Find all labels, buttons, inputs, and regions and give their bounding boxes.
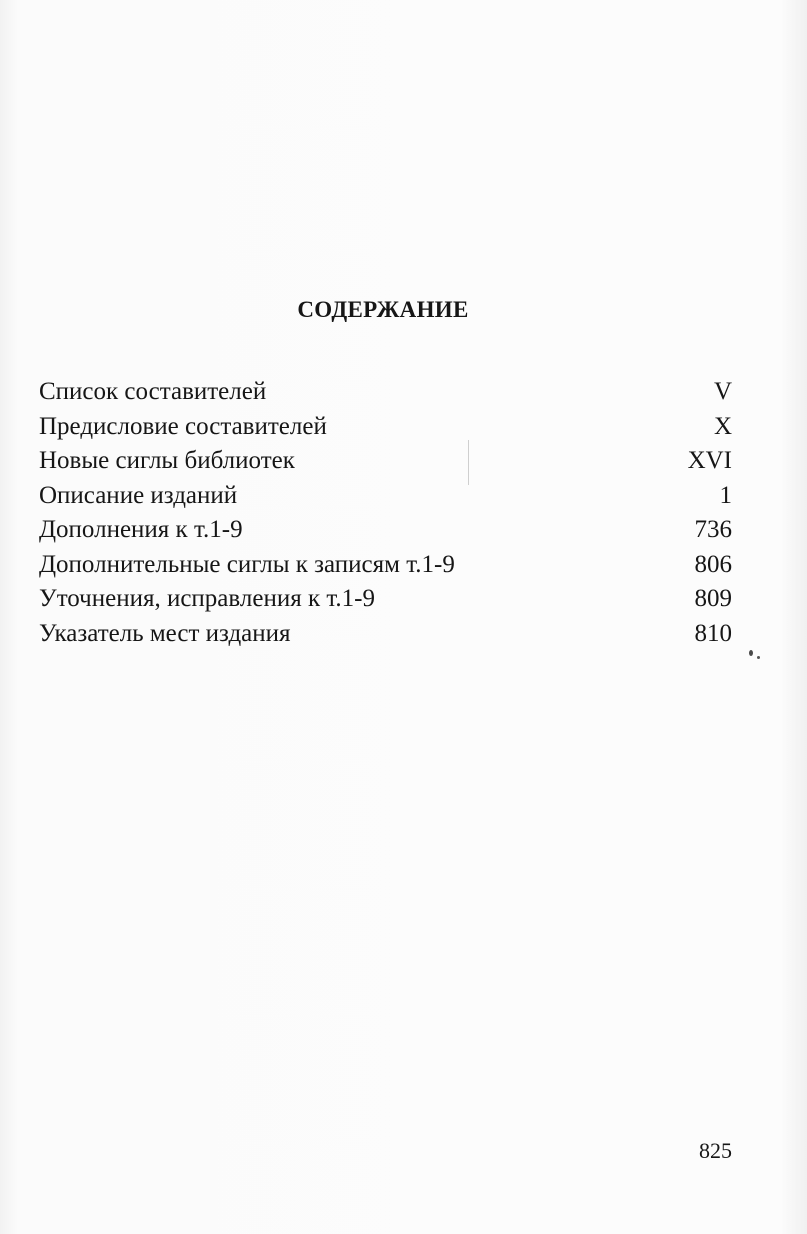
toc-entry-label: Дополнительные сиглы к записям т.1-9 [39, 550, 455, 578]
toc-entry-page: 810 [694, 619, 732, 647]
toc-entry-additional-sigla [39, 548, 732, 583]
toc-entry-place-index [39, 617, 732, 652]
toc-entry-page: 809 [694, 585, 732, 612]
toc-entry-label: Описание изданий [39, 481, 238, 509]
toc-entry-page: XVI [687, 447, 732, 474]
toc-list [39, 375, 732, 651]
toc-entry-corrections [39, 582, 732, 617]
toc-entry-preface [39, 410, 732, 445]
scan-speck [749, 650, 753, 656]
toc-entry-label: Предисловие составителей [39, 412, 327, 440]
toc-entry-list-of-compilers [39, 375, 732, 410]
toc-entry-label: Список составителей [39, 378, 267, 405]
toc-entry-page: 1 [719, 481, 732, 509]
toc-entry-descriptions [39, 479, 732, 514]
toc-entry-page: 806 [694, 550, 732, 578]
toc-entry-supplements [39, 513, 732, 548]
toc-entry-page: 736 [694, 516, 732, 543]
toc-entry-label: Дополнения к т.1-9 [39, 516, 243, 543]
scan-speck [757, 656, 760, 659]
toc-entry-page: X [713, 412, 732, 440]
toc-entry-label: Указатель мест издания [39, 619, 291, 647]
toc-entry-label: Уточнения, исправления к т.1-9 [39, 585, 375, 612]
toc-entry-label: Новые сиглы библиотек [39, 447, 295, 474]
toc-heading: СОДЕРЖАНИЕ [297, 297, 469, 322]
toc-entry-new-library-sigla [39, 444, 732, 479]
page-number: 825 [699, 1138, 732, 1163]
toc-entry-page: V [713, 378, 732, 405]
